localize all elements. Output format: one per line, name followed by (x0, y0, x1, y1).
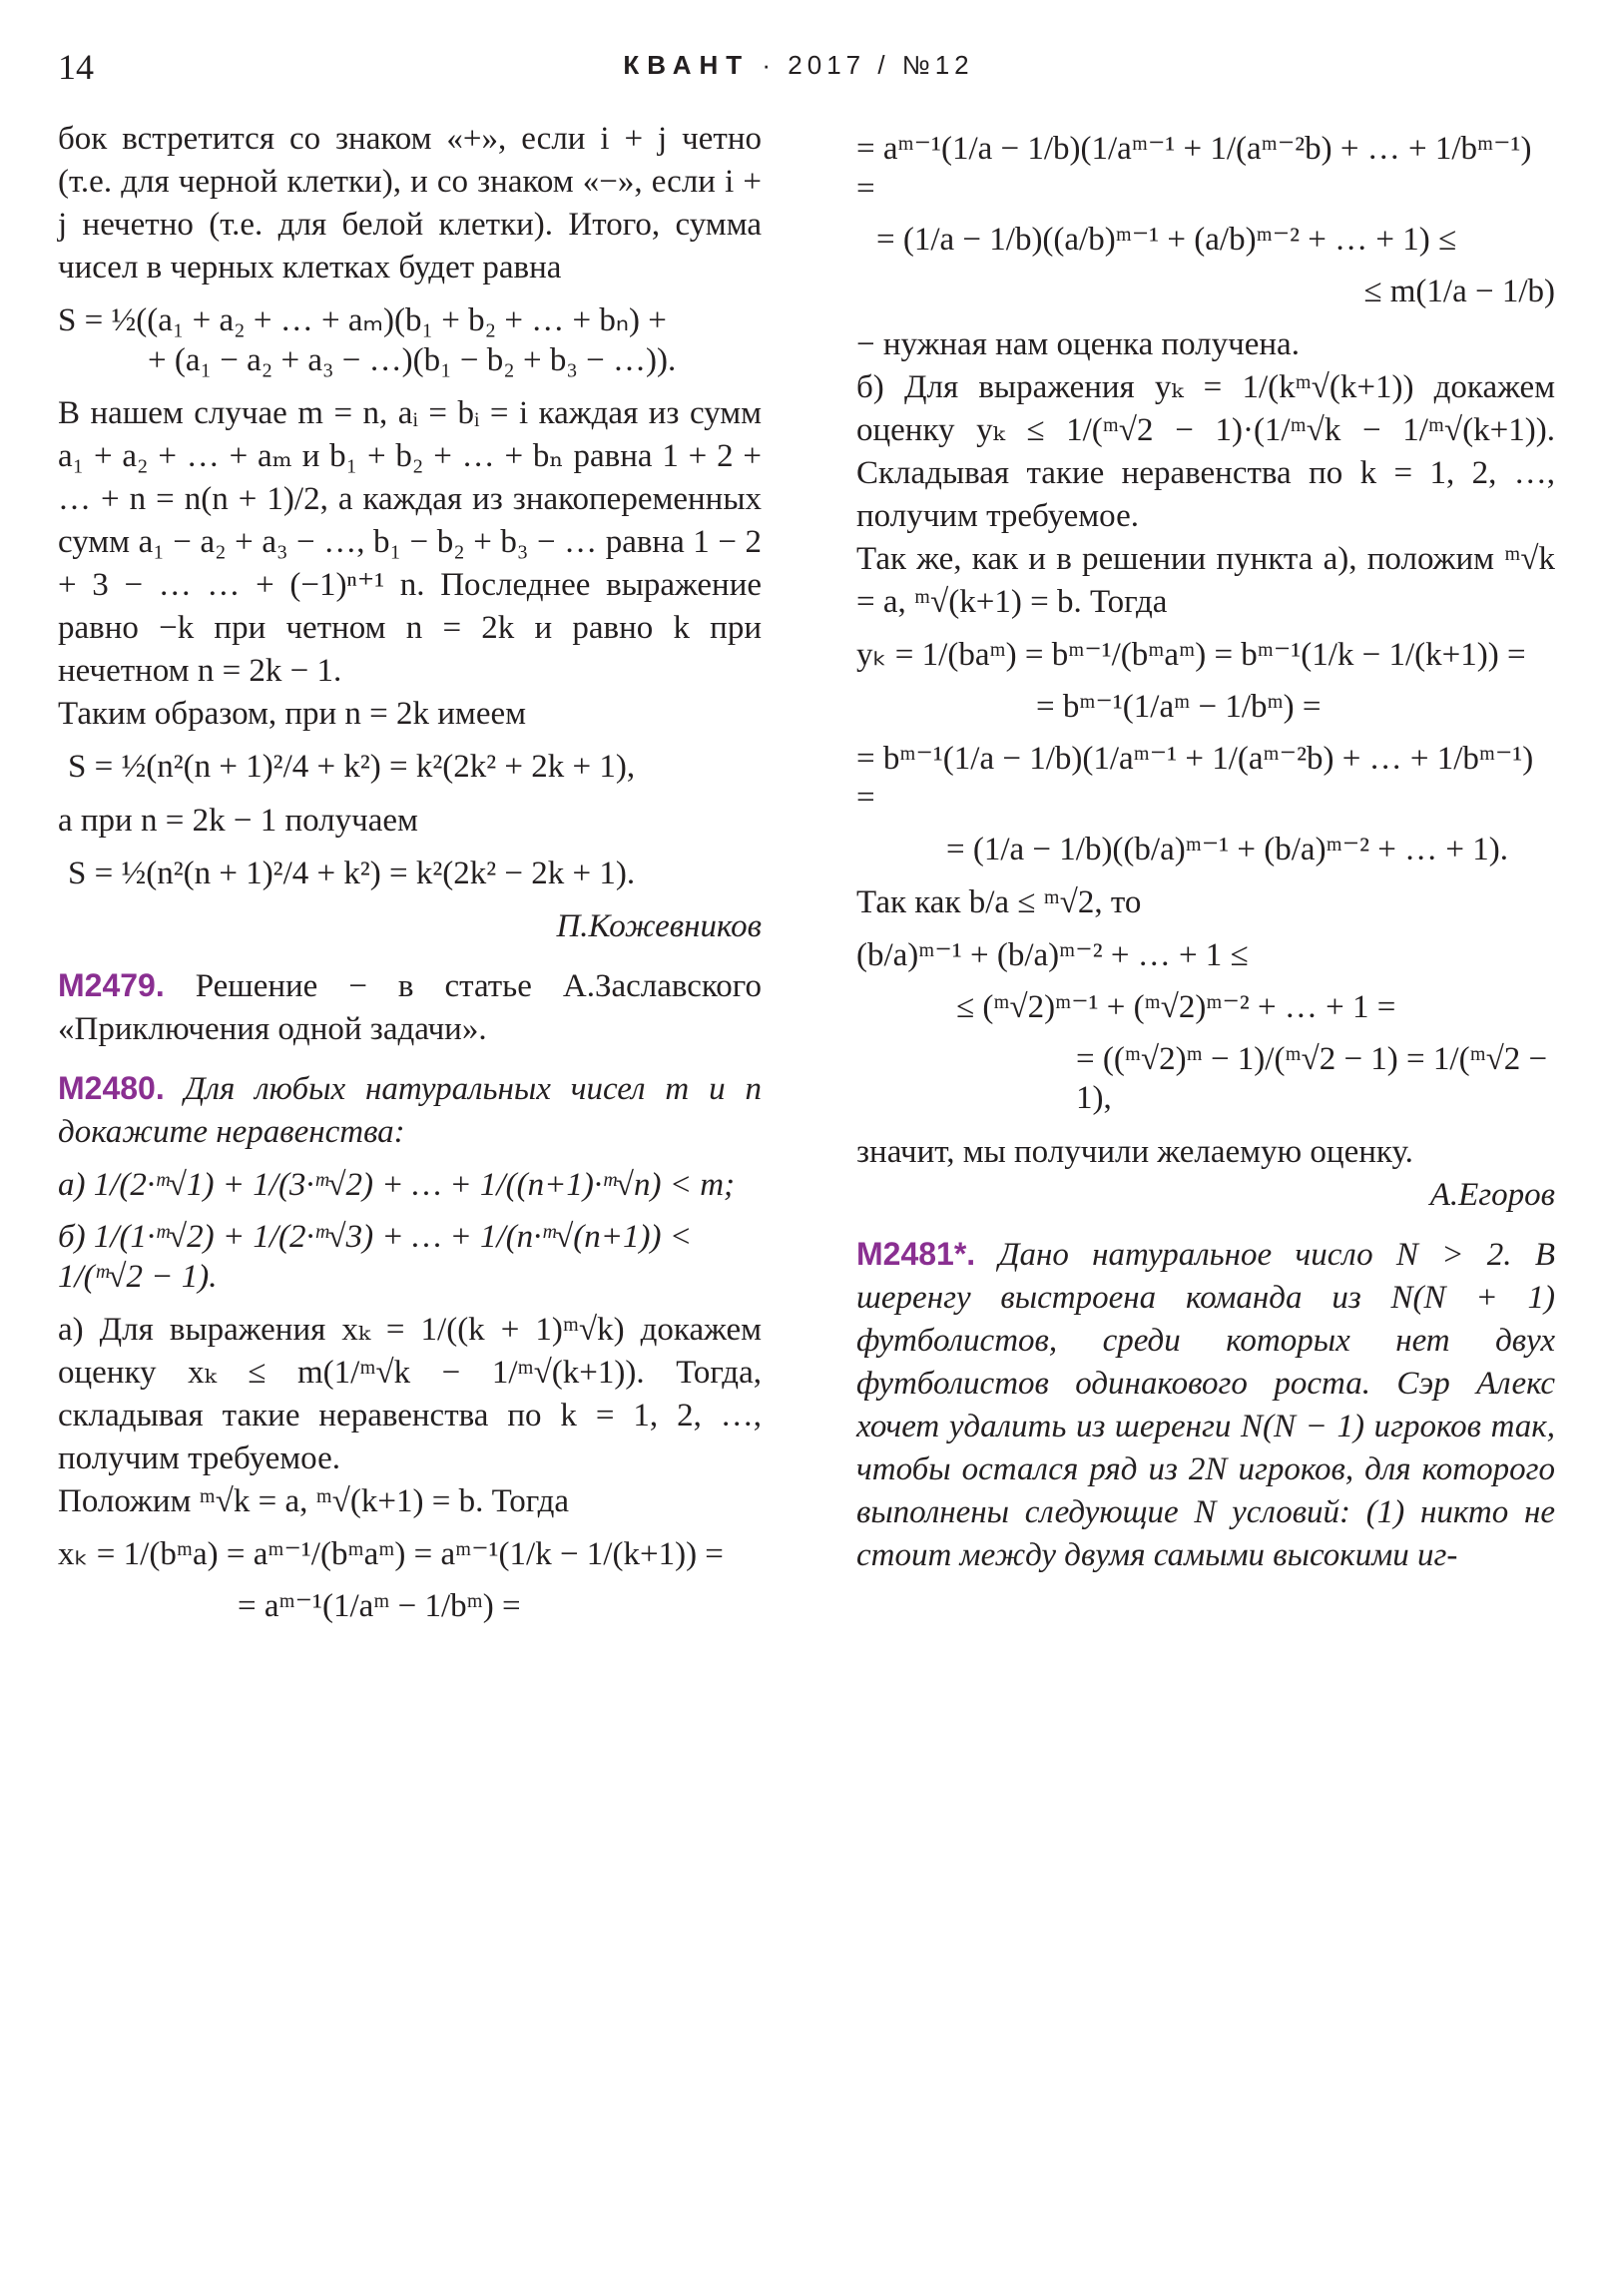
equation-13: (b/a)ᵐ⁻¹ + (b/a)ᵐ⁻² + … + 1 ≤ (856, 937, 1249, 974)
equation-6: = aᵐ⁻¹(1/a − 1/b)(1/aᵐ⁻¹ + 1/(aᵐ⁻²b) + … + 1/bᵐ⁻¹) = (856, 131, 1532, 207)
equation-3: S = ½(n²(n + 1)²/4 + k²) = k²(2k² − 2k + 1). (68, 855, 636, 891)
equation-8: ≤ m(1/a − 1/b) (1363, 273, 1555, 309)
journal-issue: · 2017 / №12 (762, 50, 974, 80)
equation-1-line-a: S = ½((a₁ + a₂ + … + aₘ)(b₁ + b₂ + … + bₙ) + (58, 302, 667, 338)
inequality-a: а) 1/(2·ᵐ√1) + 1/(3·ᵐ√2) + … + 1/((n+1)·ᵐ√n) < m; (58, 1167, 736, 1204)
problem-m2481 (856, 1233, 1555, 1577)
left-paragraph-6: Положим ᵐ√k = a, ᵐ√(k+1) = b. Тогда (58, 1483, 570, 1520)
equation-4: xₖ = 1/(bᵐa) = aᵐ⁻¹/(bᵐaᵐ) = aᵐ⁻¹(1/k − 1/(k+1)) = (58, 1536, 724, 1573)
left-paragraph-5: а) Для выражения xₖ = 1/((k + 1)ᵐ√k) докажем оценку xₖ ≤ m(1/ᵐ√k − 1/ᵐ√(k+1)). Тогда, складывая такие неравенства по k = 1, 2, …, получим требуемое. (58, 1312, 762, 1477)
journal-title (0, 50, 1597, 81)
problem-m2480-label: M2480. (58, 1070, 165, 1107)
right-paragraph-8: б) Для выражения yₖ = 1/(kᵐ√(k+1)) докажем оценку yₖ ≤ 1/(ᵐ√2 − 1)·(1/ᵐ√k − 1/ᵐ√(k+1)). Складывая такие неравенства по k = 1, 2, …, получим требуемое. (856, 369, 1555, 535)
equation-9: yₖ = 1/(baᵐ) = bᵐ⁻¹/(bᵐaᵐ) = bᵐ⁻¹(1/k − 1/(k+1)) = (856, 637, 1526, 674)
left-paragraph-4: а при n = 2k − 1 получаем (58, 802, 418, 839)
problem-m2479-label: M2479. (58, 967, 165, 1004)
equation-12: = (1/a − 1/b)((b/a)ᵐ⁻¹ + (b/a)ᵐ⁻² + … + 1). (946, 831, 1508, 867)
right-paragraph-9: Так же, как и в решении пункта а), положим ᵐ√k = a, ᵐ√(k+1) = b. Тогда (856, 541, 1555, 621)
left-paragraph-3: Таким образом, при n = 2k имеем (58, 696, 526, 733)
right-paragraph-7: − нужная нам оценка получена. (856, 326, 1300, 363)
left-column (58, 118, 762, 1638)
right-column (856, 118, 1555, 1577)
inequality-b: б) 1/(1·ᵐ√2) + 1/(2·ᵐ√3) + … + 1/(n·ᵐ√(n+1)) < 1/(ᵐ√2 − 1). (58, 1218, 693, 1295)
equation-10: = bᵐ⁻¹(1/aᵐ − 1/bᵐ) = (1036, 688, 1322, 725)
author-signature-2: А.Егоров (1429, 1176, 1555, 1213)
left-paragraph-1: бок встретится со знаком «+», если i + j четно (т.е. для черной клетки), и со знаком «−», если i + j нечетно (т.е. для белой клетки). Итого, сумма чисел в черных клетках будет равна (58, 121, 762, 286)
problem-m2480 (58, 1067, 762, 1154)
right-paragraph-10: Так как b/a ≤ ᵐ√2, то (856, 884, 1142, 921)
equation-7: = (1/a − 1/b)((a/b)ᵐ⁻¹ + (a/b)ᵐ⁻² + … + 1) ≤ (876, 222, 1457, 259)
right-paragraph-11: значит, мы получили желаемую оценку. (856, 1133, 1413, 1170)
page-header (0, 46, 1597, 86)
problem-m2479-text: Решение − в статье А.Заславского «Приключения одной задачи». (58, 968, 763, 1048)
page-number: 14 (58, 47, 94, 87)
problem-m2481-label: M2481*. (856, 1235, 976, 1272)
journal-name: КВАНТ (623, 50, 751, 80)
problem-m2481-text: Дано натуральное число N > 2. В шеренгу выстроена команда из N(N + 1) футболистов, среди которых нет двух футболистов одинакового роста. Сэр Алекс хочет удалить из шеренги N(N − 1) игроков так, чтобы остался ряд из 2N игроков, для которого выполнены следующие N условий: (1) никто не стоит между двумя самыми высокими иг- (856, 1236, 1555, 1573)
equation-14: ≤ (ᵐ√2)ᵐ⁻¹ + (ᵐ√2)ᵐ⁻² + … + 1 = (956, 988, 1396, 1025)
left-paragraph-2: В нашем случае m = n, aᵢ = bᵢ = i каждая из сумм a₁ + a₂ + … + aₘ и b₁ + b₂ + … + bₙ равна 1 + 2 + … + n = n(n + 1)/2, а каждая из знакопеременных сумм a₁ − a₂ + a₃ − …, b₁ − b₂ + b₃ − … равна 1 − 2 + 3 − … … + (−1)ⁿ⁺¹ n. Последнее выражение равно −k при четном n = 2k и равно k при нечетном n = 2k − 1. (58, 395, 762, 690)
equation-5: = aᵐ⁻¹(1/aᵐ − 1/bᵐ) = (238, 1587, 521, 1624)
equation-15: = ((ᵐ√2)ᵐ − 1)/(ᵐ√2 − 1) = 1/(ᵐ√2 − 1), (1076, 1040, 1548, 1117)
equation-1 (58, 301, 762, 380)
author-signature-1: П.Кожевников (556, 908, 762, 945)
problem-m2479 (58, 964, 762, 1051)
equation-2: S = ½(n²(n + 1)²/4 + k²) = k²(2k² + 2k + 1), (68, 749, 636, 786)
equation-11: = bᵐ⁻¹(1/a − 1/b)(1/aᵐ⁻¹ + 1/(aᵐ⁻²b) + … + 1/bᵐ⁻¹) = (856, 740, 1534, 817)
problem-m2480-text: Для любых натуральных чисел m и n докажите неравенства: (58, 1071, 763, 1151)
equation-1-line-b: + (a₁ − a₂ + a₃ − …)(b₁ − b₂ + b₃ − …)). (148, 341, 677, 378)
